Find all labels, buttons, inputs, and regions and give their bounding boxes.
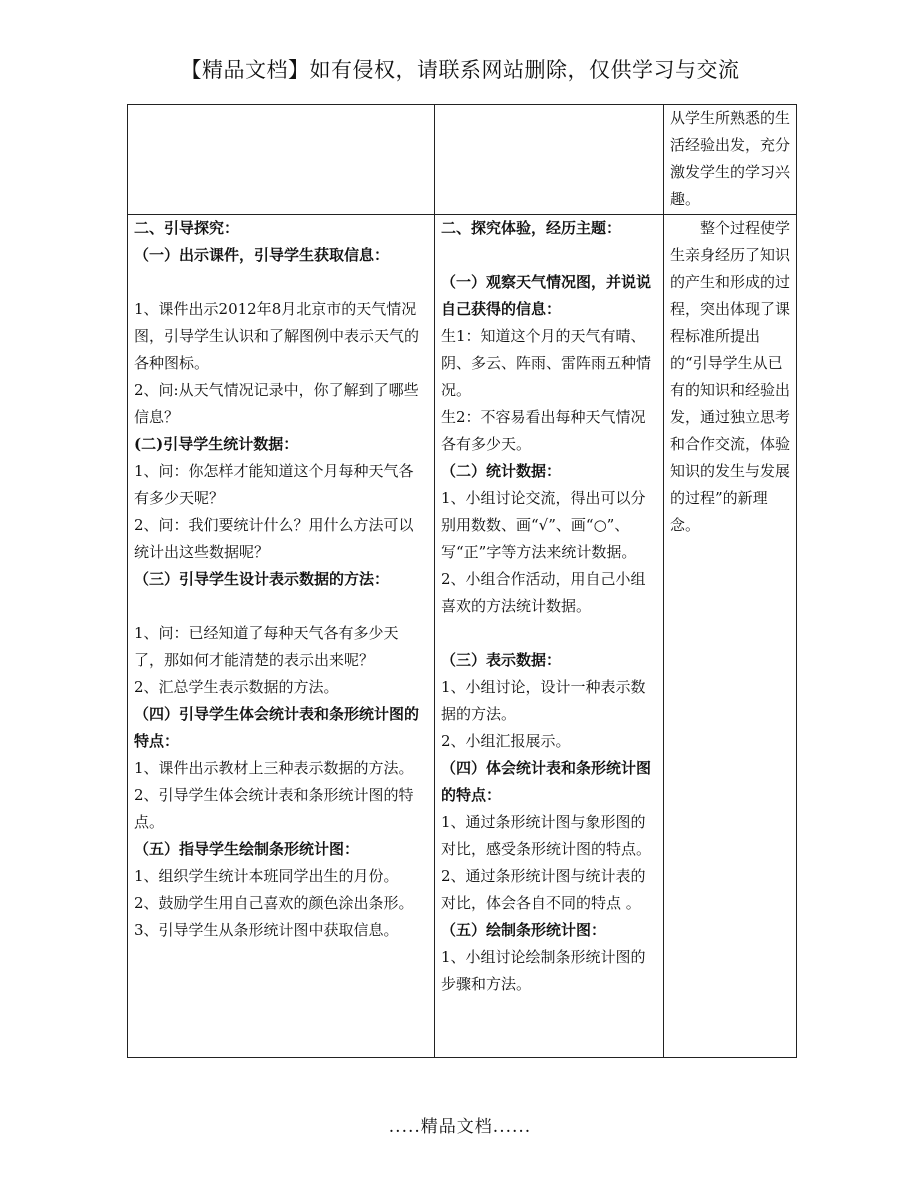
subsection-heading: （四）体会统计表和条形统计图的特点： (441, 759, 652, 804)
paragraph: 2、引导学生体会统计表和条形统计图的特点。 (134, 786, 414, 831)
subsection-heading: （一）出示课件，引导学生获取信息： (134, 246, 390, 264)
paragraph: 2、小组合作活动，用自己小组喜欢的方法统计数据。 (441, 570, 646, 615)
paragraph: 2、问:从天气情况记录中，你了解到了哪些信息？ (134, 381, 419, 426)
subsection-heading: （一）观察天气情况图，并说说自己获得的信息： (441, 273, 652, 318)
paragraph: 生2：不容易看出每种天气情况各有多少天。 (441, 408, 646, 453)
paragraph: 1、小组讨论，设计一种表示数据的方法。 (441, 678, 646, 723)
table-row (128, 105, 797, 215)
subsection-heading: （五）绘制条形统计图： (441, 921, 607, 939)
paragraph: 3、引导学生从条形统计图中获取信息。 (134, 921, 399, 939)
section-title: 二、引导探究： (134, 219, 240, 237)
design-intent-text: 整个过程使学生亲身经历了知识的产生和形成的过程，突出体现了课程标准所提出的“引导学生从已有的知识和经验出发，通过独立思考和合作交流，体验知识的发生与发展的过程”的新理念。 (670, 219, 791, 534)
subsection-heading: （三）表示数据： (441, 651, 562, 669)
paragraph: 1、组织学生统计本班同学出生的月份。 (134, 867, 399, 885)
row1-col1-cell (128, 105, 435, 215)
paragraph: 1、课件出示教材上三种表示数据的方法。 (134, 759, 414, 777)
subsection-heading: （三）引导学生设计表示数据的方法： (134, 570, 390, 588)
paragraph: 2、汇总学生表示数据的方法。 (134, 678, 339, 696)
paragraph: 1、问：你怎样才能知道这个月每种天气各有多少天呢？ (134, 462, 414, 507)
paragraph: 2、鼓励学生用自己喜欢的颜色涂出条形。 (134, 894, 414, 912)
lesson-plan-table (127, 104, 797, 1058)
design-intent-text: 从学生所熟悉的生活经验出发，充分激发学生的学习兴趣。 (670, 109, 791, 208)
subsection-heading: (二)引导学生统计数据： (134, 435, 299, 453)
paragraph: 1、课件出示2012年8月北京市的天气情况图，引导学生认识和了解图例中表示天气的各种图标。 (134, 300, 420, 372)
subsection-heading: （五）指导学生绘制条形统计图： (134, 840, 360, 858)
paragraph: 2、小组汇报展示。 (441, 732, 571, 750)
paragraph: 2、通过条形统计图与统计表的对比，体会各自不同的特点 。 (441, 867, 646, 912)
paragraph: 2、问：我们要统计什么？用什么方法可以统计出这些数据呢？ (134, 516, 414, 561)
paragraph: 生1：知道这个月的天气有晴、阴、多云、阵雨、雷阵雨五种情况。 (441, 327, 652, 399)
table-row (128, 215, 797, 1058)
student-activity-cell (435, 215, 664, 1058)
paragraph: 1、小组讨论绘制条形统计图的步骤和方法。 (441, 948, 646, 993)
subsection-heading: （二）统计数据： (441, 462, 562, 480)
row1-col2-cell (435, 105, 664, 215)
row1-col3-cell (664, 105, 797, 215)
paragraph: 1、小组讨论交流，得出可以分别用数数、画“√”、画“○”、写“正”字等方法来统计数据。 (441, 489, 646, 561)
paragraph: 1、问：已经知道了每种天气各有多少天了，那如何才能清楚的表示出来呢？ (134, 624, 399, 669)
paragraph: 1、通过条形统计图与象形图的对比，感受条形统计图的特点。 (441, 813, 652, 858)
design-intent-cell (664, 215, 797, 1058)
section-title: 二、探究体验，经历主题： (441, 219, 622, 237)
subsection-heading: （四）引导学生体会统计表和条形统计图的特点： (134, 705, 420, 750)
page-header: 【精品文档】如有侵权，请联系网站删除，仅供学习与交流 (180, 58, 740, 82)
page-footer: .....精品文档...... (388, 1117, 532, 1137)
teacher-activity-cell (128, 215, 435, 1058)
